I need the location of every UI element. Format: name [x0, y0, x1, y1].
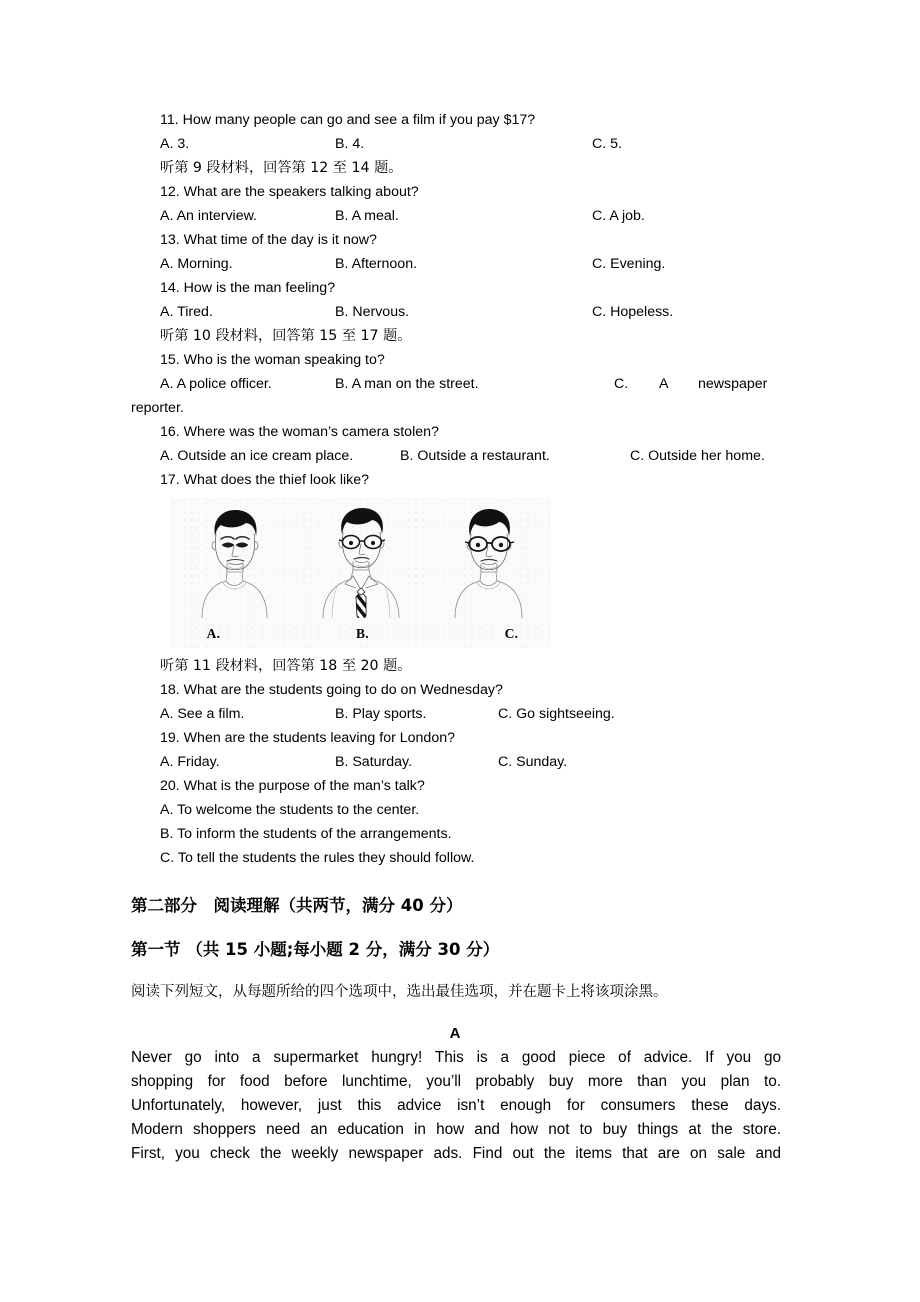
option-q13-c[interactable]: C. Evening. — [592, 256, 666, 272]
portrait-option-b[interactable] — [297, 498, 424, 648]
option-q15-b[interactable]: B. A man on the street. — [335, 376, 479, 392]
glasses-shape-c — [465, 537, 514, 551]
passage-a-line-3: Unfortunately, however, just this advice isn’t enough for consumers these days. — [131, 1097, 781, 1114]
option-q13-b[interactable]: B. Afternoon. — [335, 256, 418, 272]
part-two-heading: 第二部分 阅读理解（共两节，满分 40 分） — [131, 896, 463, 915]
option-q11-b[interactable]: B. 4. — [335, 136, 365, 152]
option-row-q12 — [131, 204, 791, 228]
portrait-caption-a: A. — [206, 626, 221, 641]
question-stem-q13: 13. What time of the day is it now? — [160, 232, 377, 248]
passage-a-line-2: shopping for food before lunchtime, you’ll probably buy more than you plan to. — [131, 1073, 781, 1090]
portrait-option-a[interactable] — [170, 498, 297, 648]
passage-a-line-5: First, you check the weekly newspaper ads. Find out the items that are on sale and — [131, 1145, 781, 1162]
hair-shape-b — [341, 508, 383, 534]
hair-shape-a — [214, 510, 256, 536]
listening-direction-11: 听第 11 段材料，回答第 18 至 20 题。 — [160, 658, 412, 674]
passage-a-line-4: Modern shoppers need an education in how and how not to buy things at the store. — [131, 1121, 781, 1138]
option-q14-b[interactable]: B. Nervous. — [335, 304, 410, 320]
option-q12-b[interactable]: B. A meal. — [335, 208, 399, 224]
question-stem-q12: 12. What are the speakers talking about? — [160, 184, 419, 200]
page-content — [131, 108, 791, 1166]
option-row-q13 — [131, 252, 791, 276]
portrait-caption-b: B. — [356, 626, 369, 641]
option-q12-c[interactable]: C. A job. — [592, 208, 645, 224]
question-stem-q15: 15. Who is the woman speaking to? — [160, 352, 385, 368]
question-stem-q18: 18. What are the students going to do on Wednesday? — [160, 682, 503, 698]
section-one-heading: 第一节 （共 15 小题;每小题 2 分，满分 30 分） — [131, 940, 500, 959]
glasses-shape-b — [339, 536, 385, 549]
option-row-q16 — [131, 444, 791, 468]
option-q15-c-word-a[interactable]: A — [659, 376, 669, 392]
option-q15-c-word-newspaper[interactable]: newspaper — [698, 376, 768, 392]
section-one-instruction: 阅读下列短文，从每题所给的四个选项中，选出最佳选项，并在题卡上将该项涂黑。 — [131, 984, 668, 1000]
option-q18-c[interactable]: C. Go sightseeing. — [498, 706, 615, 722]
question-stem-q17: 17. What does the thief look like? — [160, 472, 369, 488]
option-row-q11 — [131, 132, 791, 156]
option-q20-c[interactable]: C. To tell the students the rules they should follow. — [160, 850, 475, 866]
option-q13-a[interactable]: A. Morning. — [160, 256, 233, 272]
hair-shape-c — [469, 509, 510, 536]
portrait-caption-c: C. — [504, 626, 519, 641]
option-q16-c[interactable]: C. Outside her home. — [630, 448, 765, 464]
question-stem-q16: 16. Where was the woman’s camera stolen? — [160, 424, 439, 440]
option-row-q18 — [131, 702, 791, 726]
listening-direction-10: 听第 10 段材料，回答第 15 至 17 题。 — [160, 328, 412, 344]
thief-portraits-image — [170, 498, 551, 648]
option-q15-c-letter[interactable]: C. — [614, 376, 629, 392]
option-q14-c[interactable]: C. Hopeless. — [592, 304, 674, 320]
option-q18-a[interactable]: A. See a film. — [160, 706, 245, 722]
passage-a-line-1: Never go into a supermarket hungry! This is a good piece of advice. If you go — [131, 1049, 781, 1066]
option-q19-c[interactable]: C. Sunday. — [498, 754, 568, 770]
option-q19-b[interactable]: B. Saturday. — [335, 754, 413, 770]
option-q15-c-wrap[interactable]: reporter. — [131, 400, 184, 416]
question-stem-q14: 14. How is the man feeling? — [160, 280, 336, 296]
option-row-q19 — [131, 750, 791, 774]
option-q18-b[interactable]: B. Play sports. — [335, 706, 427, 722]
option-q16-b[interactable]: B. Outside a restaurant. — [400, 448, 550, 464]
passage-a-title: A — [449, 1025, 461, 1042]
question-stem-q20: 20. What is the purpose of the man’s talk? — [160, 778, 425, 794]
option-row-q15 — [131, 372, 791, 420]
option-q14-a[interactable]: A. Tired. — [160, 304, 213, 320]
option-row-q14 — [131, 300, 791, 324]
question-stem-q19: 19. When are the students leaving for London? — [160, 730, 455, 746]
question-stem-q11: 11. How many people can go and see a film if you pay $17? — [160, 112, 536, 128]
listening-direction-9: 听第 9 段材料，回答第 12 至 14 题。 — [160, 160, 403, 176]
option-q16-a[interactable]: A. Outside an ice cream place. — [160, 448, 354, 464]
option-q19-a[interactable]: A. Friday. — [160, 754, 220, 770]
option-q12-a[interactable]: A. An interview. — [160, 208, 257, 224]
option-q11-c[interactable]: C. 5. — [592, 136, 622, 152]
option-q11-a[interactable]: A. 3. — [160, 136, 190, 152]
option-q15-a[interactable]: A. A police officer. — [160, 376, 272, 392]
option-q20-b[interactable]: B. To inform the students of the arrangements. — [160, 826, 452, 842]
portrait-option-c[interactable] — [424, 498, 551, 648]
option-q20-a[interactable]: A. To welcome the students to the center. — [160, 802, 420, 818]
